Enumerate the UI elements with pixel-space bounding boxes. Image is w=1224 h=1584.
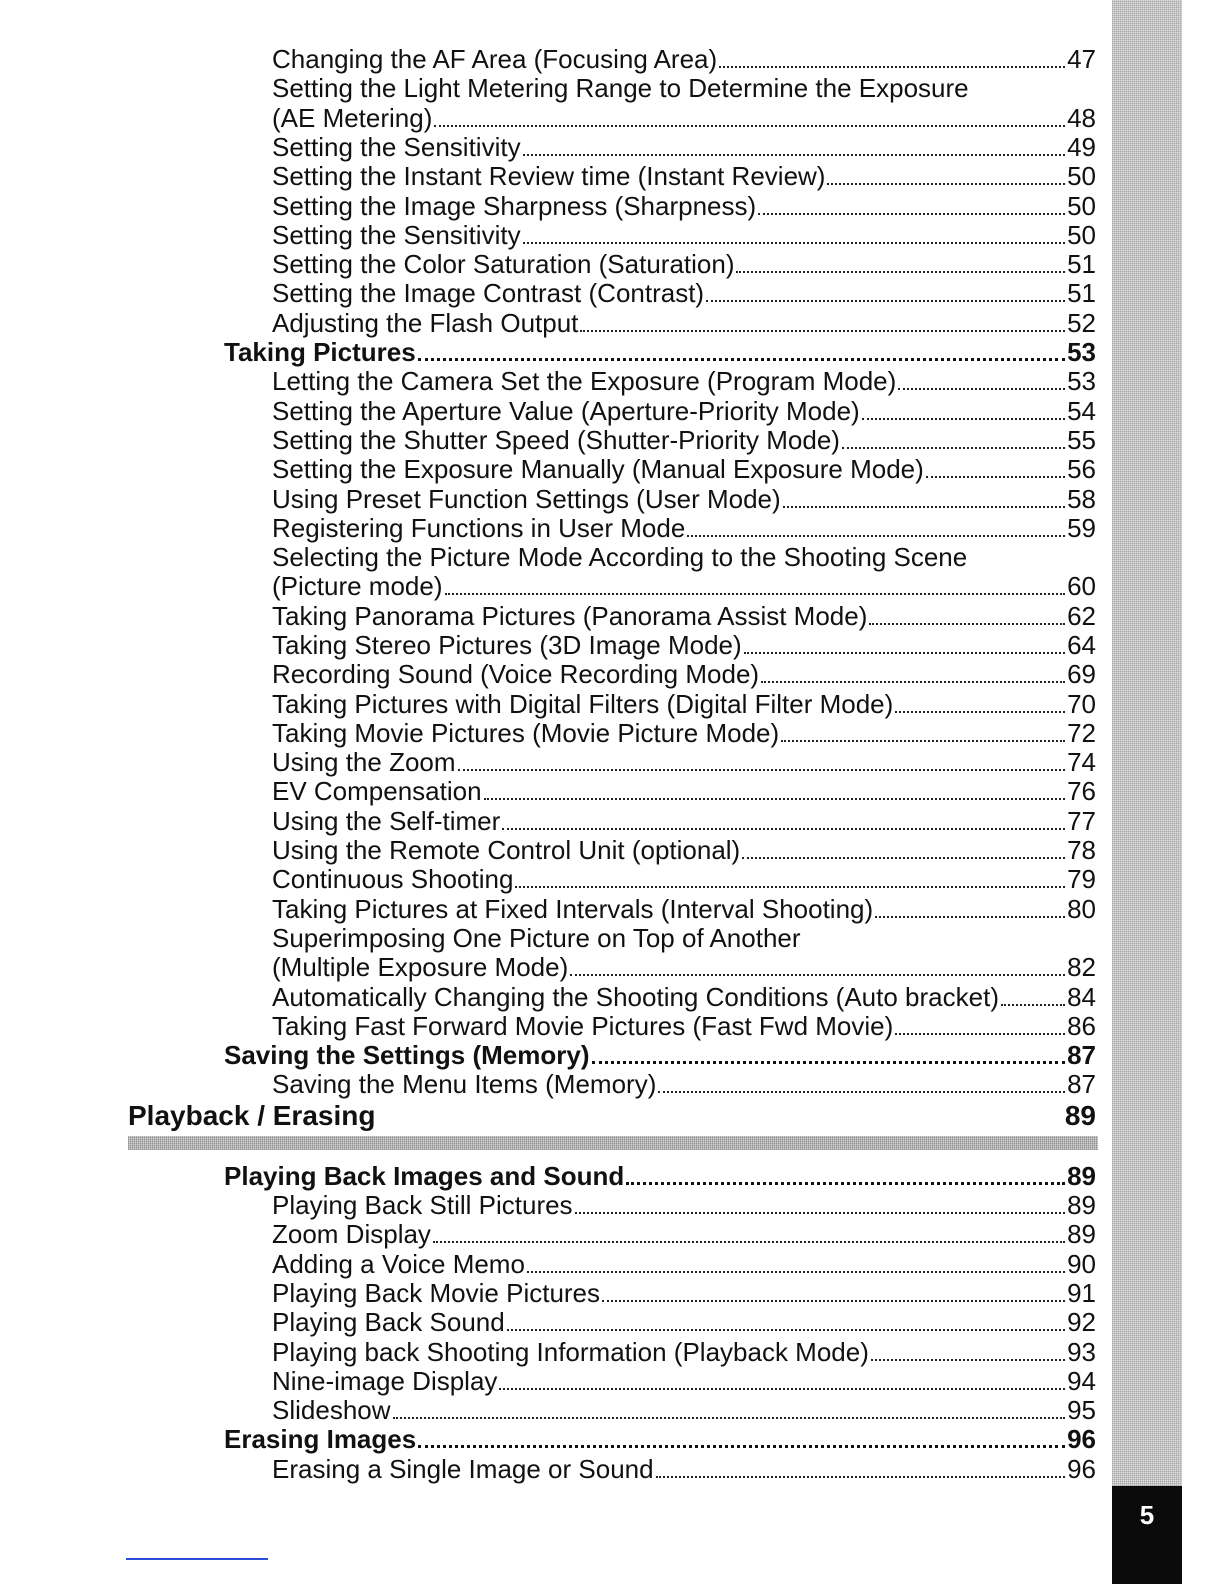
- dot-leader: [418, 357, 1065, 361]
- dot-leader: [502, 827, 1065, 830]
- dot-leader: [507, 1328, 1065, 1331]
- toc-page-number: 89: [1064, 1100, 1096, 1131]
- toc-entry: [272, 542, 1096, 572]
- toc-entry: [272, 776, 1096, 806]
- dot-leader: [761, 680, 1065, 683]
- toc-title: Automatically Changing the Shooting Conditions (Auto bracket): [272, 982, 999, 1012]
- toc-page-number: 49: [1067, 132, 1096, 162]
- dot-leader: [656, 1475, 1066, 1478]
- dot-leader: [484, 797, 1066, 800]
- toc-entry: [272, 191, 1096, 221]
- toc-entry: [272, 1219, 1096, 1249]
- toc-title: Zoom Display: [272, 1219, 431, 1249]
- dot-leader: [736, 270, 1065, 273]
- dot-leader: [1001, 1003, 1065, 1006]
- toc-page-number: 50: [1067, 161, 1096, 191]
- dot-leader: [523, 241, 1066, 244]
- toc-title: Playing Back Still Pictures: [272, 1190, 573, 1220]
- toc-entry: [272, 864, 1096, 894]
- dot-leader: [592, 1060, 1066, 1064]
- toc-title: EV Compensation: [272, 776, 482, 806]
- toc-title: Taking Pictures at Fixed Intervals (Interval Shooting): [272, 894, 874, 924]
- dot-leader: [758, 212, 1065, 215]
- toc-title: Using the Self-timer: [272, 806, 501, 836]
- toc-entry: [272, 220, 1096, 250]
- toc-entry: [272, 1337, 1096, 1367]
- toc-entry: [272, 132, 1096, 162]
- toc-page-number: 59: [1067, 513, 1096, 543]
- dot-leader: [706, 299, 1065, 302]
- toc-entry: [272, 659, 1096, 689]
- toc-title: Taking Panorama Pictures (Panorama Assist Mode): [272, 601, 868, 631]
- toc-page-number: 82: [1067, 952, 1096, 982]
- toc-entry: [272, 103, 1096, 133]
- toc-title: Setting the Sensitivity: [272, 132, 521, 162]
- toc-title: Using the Remote Control Unit (optional): [272, 835, 741, 865]
- toc-page-number: 74: [1067, 747, 1096, 777]
- toc-entry: [272, 835, 1096, 865]
- toc-entry: [272, 1011, 1096, 1041]
- dot-leader: [458, 768, 1066, 771]
- toc-entry: [272, 1069, 1096, 1099]
- toc-title: Playing Back Images and Sound: [224, 1161, 625, 1191]
- page-number: 5: [1139, 1500, 1155, 1530]
- dot-leader: [875, 915, 1065, 918]
- toc-title: Slideshow: [272, 1395, 391, 1425]
- toc-title: Erasing a Single Image or Sound: [272, 1454, 654, 1484]
- toc-entry: [272, 44, 1096, 74]
- toc-title: Taking Fast Forward Movie Pictures (Fast Fwd Movie): [272, 1011, 894, 1041]
- toc-entry: [272, 747, 1096, 777]
- toc-page-number: 86: [1067, 1011, 1096, 1041]
- dot-leader: [898, 387, 1065, 390]
- toc-page-number: 96: [1067, 1454, 1096, 1484]
- toc-page-number: 51: [1067, 249, 1096, 279]
- toc-page-number: 72: [1067, 718, 1096, 748]
- toc-entry: [272, 1278, 1096, 1308]
- dot-leader: [783, 505, 1065, 508]
- dot-leader: [418, 1444, 1065, 1448]
- toc-entry: [272, 1454, 1096, 1484]
- toc-title: Playing Back Movie Pictures: [272, 1278, 601, 1308]
- dot-leader: [570, 973, 1065, 976]
- toc-page-number: 47: [1067, 44, 1096, 74]
- footer-rule: [126, 1558, 268, 1560]
- toc-entry: [272, 278, 1096, 308]
- toc-title: Erasing Images: [224, 1424, 417, 1454]
- toc-page-number: 90: [1067, 1249, 1096, 1279]
- toc-entry: [272, 1307, 1096, 1337]
- toc-title: Setting the Aperture Value (Aperture-Priority Mode): [272, 396, 860, 426]
- dot-leader: [742, 856, 1065, 859]
- dot-leader: [862, 417, 1065, 420]
- toc-page-number: 50: [1067, 220, 1096, 250]
- toc-title: Nine-image Display: [272, 1366, 498, 1396]
- dot-leader: [433, 1240, 1065, 1243]
- toc-entry: [272, 396, 1096, 426]
- toc-page-number: 89: [1067, 1190, 1096, 1220]
- dot-leader: [658, 1090, 1065, 1093]
- toc-title: Setting the Image Contrast (Contrast): [272, 278, 705, 308]
- toc-page-number: 87: [1067, 1069, 1096, 1099]
- toc-title: Registering Functions in User Mode: [272, 513, 686, 543]
- dot-leader: [744, 651, 1065, 654]
- toc-page-number: 48: [1067, 103, 1096, 133]
- section-heading: [224, 1424, 1096, 1454]
- toc-entry: [272, 806, 1096, 836]
- dot-leader: [719, 65, 1065, 68]
- dot-leader: [434, 124, 1065, 127]
- side-thumb-index-strip: [1112, 0, 1182, 1486]
- toc-page-number: 94: [1067, 1366, 1096, 1396]
- toc-title: Using Preset Function Settings (User Mode): [272, 484, 781, 514]
- toc-entry: [272, 982, 1096, 1012]
- dot-leader: [895, 1032, 1065, 1035]
- toc-title: Setting the Instant Review time (Instant Review): [272, 161, 826, 191]
- toc-entry: [272, 73, 1096, 103]
- toc-title: Letting the Camera Set the Exposure (Program Mode): [272, 366, 897, 396]
- toc-page-number: 87: [1067, 1040, 1096, 1070]
- dot-leader: [869, 622, 1065, 625]
- dot-leader: [499, 1387, 1065, 1390]
- dot-leader: [393, 1416, 1066, 1419]
- toc-page-number: 53: [1067, 337, 1096, 367]
- dot-leader: [580, 329, 1065, 332]
- toc-entry: [272, 308, 1096, 338]
- toc-page-number: 80: [1067, 894, 1096, 924]
- toc-entry: [272, 571, 1096, 601]
- dot-leader: [626, 1181, 1065, 1185]
- dot-leader: [602, 1299, 1065, 1302]
- toc-page-number: 95: [1067, 1395, 1096, 1425]
- toc-title: Playing Back Sound: [272, 1307, 505, 1337]
- toc-page-number: 51: [1067, 278, 1096, 308]
- toc-page-number: 92: [1067, 1307, 1096, 1337]
- toc-title: Continuous Shooting: [272, 864, 514, 894]
- toc-title: (AE Metering): [272, 103, 433, 133]
- toc-page-number: 78: [1067, 835, 1096, 865]
- toc-entry: [272, 454, 1096, 484]
- page-number-tab: [1112, 1486, 1182, 1584]
- dot-leader: [926, 475, 1065, 478]
- toc-title: Recording Sound (Voice Recording Mode): [272, 659, 760, 689]
- dot-leader: [523, 153, 1066, 156]
- toc-page-number: 62: [1067, 601, 1096, 631]
- toc-title: (Picture mode): [272, 571, 443, 601]
- toc-entry: [272, 425, 1096, 455]
- dot-leader: [827, 182, 1065, 185]
- toc-page-number: 56: [1067, 454, 1096, 484]
- toc-page-number: 91: [1067, 1278, 1096, 1308]
- section-heading: [224, 1161, 1096, 1191]
- section-heading: [224, 337, 1096, 367]
- toc-entry: [272, 366, 1096, 396]
- toc-entry: [272, 1190, 1096, 1220]
- toc-entry: [272, 952, 1096, 982]
- toc-title: Using the Zoom: [272, 747, 456, 777]
- toc-title: Playing back Shooting Information (Playback Mode): [272, 1337, 869, 1367]
- toc-entry: [272, 894, 1096, 924]
- toc-title: Saving the Menu Items (Memory): [272, 1069, 657, 1099]
- dot-leader: [575, 1211, 1066, 1214]
- toc-page-number: 77: [1067, 806, 1096, 836]
- toc-title: Adjusting the Flash Output: [272, 308, 579, 338]
- toc-page-number: 84: [1067, 982, 1096, 1012]
- toc-page-number: 58: [1067, 484, 1096, 514]
- toc-page-number: 64: [1067, 630, 1096, 660]
- toc-entry: [272, 1249, 1096, 1279]
- chapter-divider-rule: [128, 1136, 1098, 1150]
- toc-page-number: 93: [1067, 1337, 1096, 1367]
- toc-page-number: 50: [1067, 191, 1096, 221]
- toc-entry: [272, 249, 1096, 279]
- toc-title: Setting the Color Saturation (Saturation): [272, 249, 735, 279]
- dot-leader: [895, 710, 1065, 713]
- toc-entry: [272, 161, 1096, 191]
- toc-title: Setting the Image Sharpness (Sharpness): [272, 191, 757, 221]
- toc-entry: [272, 513, 1096, 543]
- toc-title: Saving the Settings (Memory): [224, 1040, 590, 1070]
- dot-leader: [445, 592, 1066, 595]
- toc-title: Changing the AF Area (Focusing Area): [272, 44, 718, 74]
- toc-entry: [272, 601, 1096, 631]
- toc-title: Setting the Shutter Speed (Shutter-Priority Mode): [272, 425, 840, 455]
- toc-entry: [272, 1366, 1096, 1396]
- toc-title: Taking Movie Pictures (Movie Picture Mode): [272, 718, 780, 748]
- toc-title: Playback / Erasing: [128, 1100, 376, 1131]
- chapter-heading: [128, 1101, 1096, 1131]
- toc-entry: [272, 923, 1096, 953]
- toc-title: Taking Pictures with Digital Filters (Digital Filter Mode): [272, 689, 894, 719]
- toc-page-number: 89: [1067, 1219, 1096, 1249]
- toc-page-number: 55: [1067, 425, 1096, 455]
- toc-title: Adding a Voice Memo: [272, 1249, 525, 1279]
- toc-page-number: 96: [1067, 1424, 1096, 1454]
- toc-title: Setting the Sensitivity: [272, 220, 521, 250]
- toc-page-number: 79: [1067, 864, 1096, 894]
- toc-entry: [272, 718, 1096, 748]
- toc-entry: [272, 484, 1096, 514]
- dot-leader: [842, 446, 1065, 449]
- toc-title: Superimposing One Picture on Top of Another: [272, 923, 801, 953]
- toc-page-number: 52: [1067, 308, 1096, 338]
- toc-page-number: 70: [1067, 689, 1096, 719]
- dot-leader: [781, 739, 1065, 742]
- toc-page-number: 60: [1067, 571, 1096, 601]
- toc-entry: [272, 1395, 1096, 1425]
- toc-title: Taking Stereo Pictures (3D Image Mode): [272, 630, 742, 660]
- toc-title: (Multiple Exposure Mode): [272, 952, 569, 982]
- dot-leader: [515, 885, 1065, 888]
- toc-title: Selecting the Picture Mode According to the Shooting Scene: [272, 542, 968, 572]
- toc-entry: [272, 689, 1096, 719]
- dot-leader: [527, 1270, 1065, 1273]
- dot-leader: [687, 534, 1065, 537]
- dot-leader: [871, 1358, 1065, 1361]
- toc-page-number: 69: [1067, 659, 1096, 689]
- toc-page-number: 54: [1067, 396, 1096, 426]
- toc-title: Setting the Exposure Manually (Manual Exposure Mode): [272, 454, 924, 484]
- section-heading: [224, 1040, 1096, 1070]
- toc-page-number: 53: [1067, 366, 1096, 396]
- toc-page-number: 89: [1067, 1161, 1096, 1191]
- toc-page-number: 76: [1067, 776, 1096, 806]
- toc-entry: [272, 630, 1096, 660]
- toc-title: Setting the Light Metering Range to Determine the Exposure: [272, 73, 969, 103]
- toc-title: Taking Pictures: [224, 337, 416, 367]
